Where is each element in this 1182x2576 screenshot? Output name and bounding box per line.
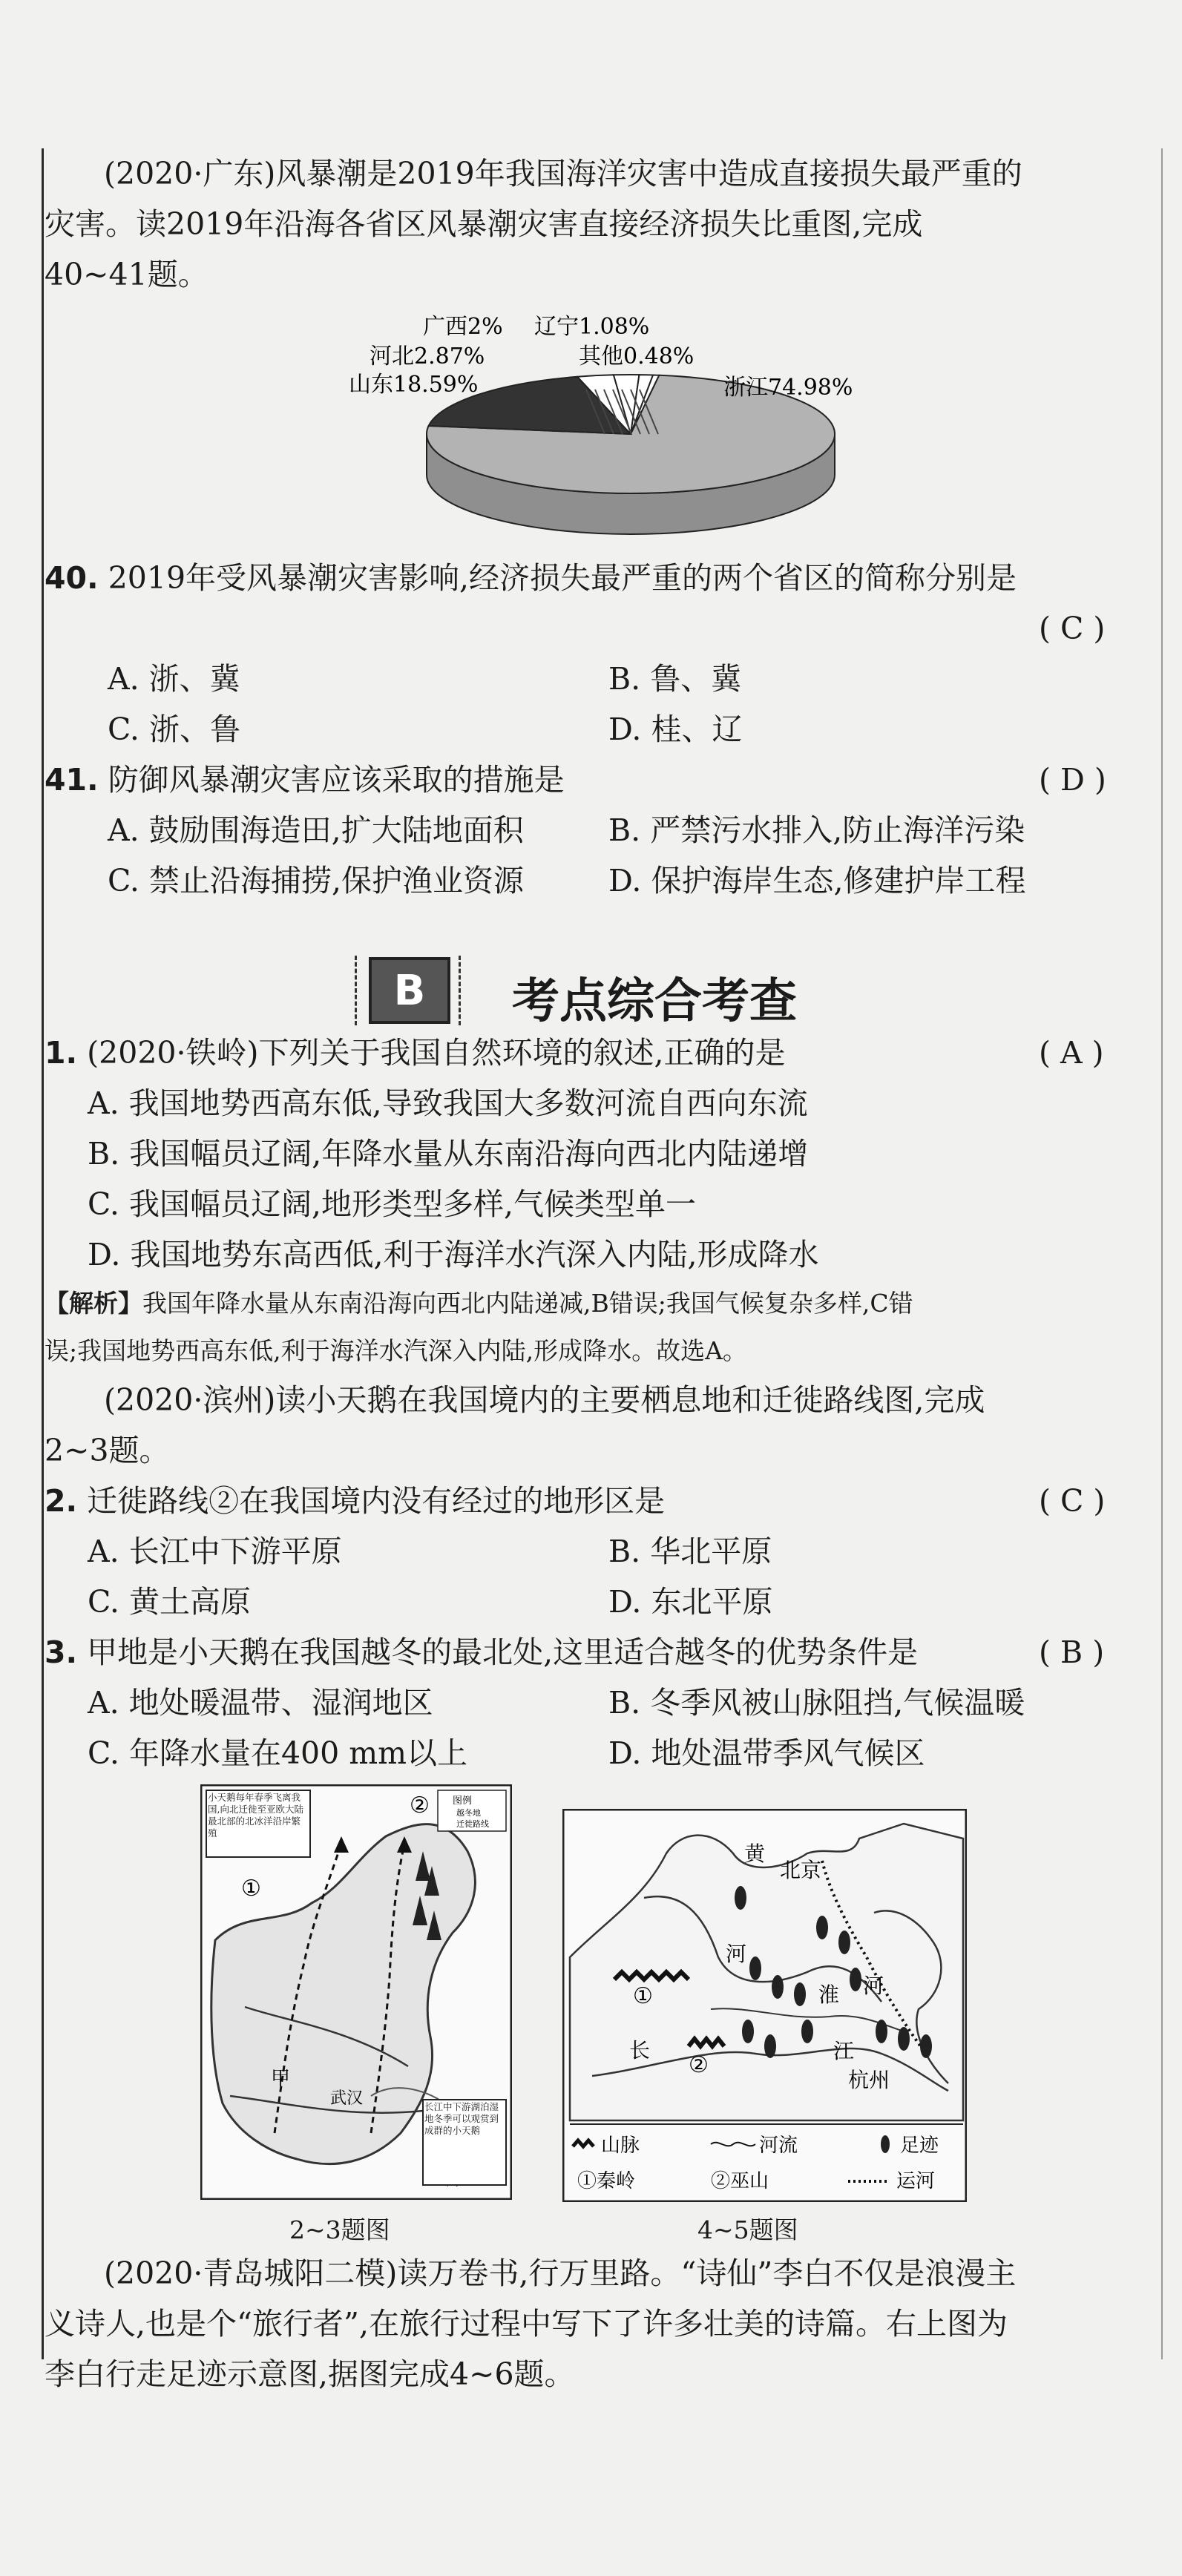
q41-stem-text: 防御风暴潮灾害应该采取的措施是 bbox=[108, 762, 565, 798]
q1-number: 1. bbox=[45, 1035, 78, 1071]
legend-footprint-symbol bbox=[881, 2135, 890, 2153]
map2-legend-canal: 运河 bbox=[896, 2170, 936, 2192]
pie-label-广西: 广西2% bbox=[423, 314, 503, 340]
q41-option-d: D. 保护海岸生态,修建护岸工程 bbox=[608, 863, 1026, 898]
map1-note: 小天鹅每年春季飞离我国,向北迁徙至亚欧大陆最北部的北冰洋沿岸繁殖 bbox=[208, 1792, 303, 1839]
q41-option-a: A. 鼓励围海造田,扩大陆地面积 bbox=[108, 812, 524, 848]
q41-option-c: C. 禁止沿海捕捞,保护渔业资源 bbox=[108, 863, 525, 898]
right-margin-rule bbox=[1161, 148, 1163, 2359]
libai-footsteps-map bbox=[562, 1809, 967, 2202]
map2-legend-footprint: 足迹 bbox=[900, 2135, 939, 2157]
section-badge-letter: B bbox=[393, 966, 426, 1015]
q2-option-b: B. 华北平原 bbox=[608, 1534, 772, 1569]
q3-number: 3. bbox=[45, 1634, 78, 1670]
pie-chart bbox=[349, 304, 883, 549]
map2-label-huang: 黄 bbox=[744, 1841, 766, 1866]
map1-label-route2: ② bbox=[410, 1793, 430, 1818]
q40-option-a: A. 浙、冀 bbox=[108, 661, 240, 697]
map2-label-jiang: 江 bbox=[833, 2039, 855, 2063]
map2-label-he2: 河 bbox=[863, 1974, 884, 1998]
map2-label-huai: 淮 bbox=[818, 1982, 840, 2007]
q1-option-b: B. 我国幅员辽阔,年降水量从东南沿海向西北内陆递增 bbox=[88, 1136, 809, 1172]
map1-legend-title: 图例 bbox=[453, 1795, 473, 1807]
section-badge bbox=[369, 957, 450, 1024]
q41-answer: ( D ) bbox=[1039, 762, 1106, 798]
map2-label-m1: ① bbox=[633, 1983, 653, 2009]
intro3-line2: 义诗人,也是个“旅行者”,在旅行过程中写下了许多壮美的诗篇。右上图为 bbox=[45, 2306, 1008, 2342]
q1-stem-text: (2020·铁岭)下列关于我国自然环境的叙述,正确的是 bbox=[87, 1035, 786, 1071]
intro1-line3: 40~41题。 bbox=[45, 257, 209, 292]
map2-label-hangzhou: 杭州 bbox=[848, 2068, 890, 2092]
pie-label-辽宁: 辽宁1.08% bbox=[534, 314, 650, 340]
q3-stem-text: 甲地是小天鹅在我国越冬的最北处,这里适合越冬的优势条件是 bbox=[87, 1634, 919, 1670]
q41-stem bbox=[45, 755, 565, 805]
q2-option-d: D. 东北平原 bbox=[608, 1584, 773, 1620]
intro2-line1: (2020·滨州)读小天鹅在我国境内的主要栖息地和迁徙路线图,完成 bbox=[104, 1382, 985, 1418]
q41-number: 41. bbox=[45, 762, 99, 798]
q1-answer: ( A ) bbox=[1039, 1035, 1104, 1071]
q3-option-d: D. 地处温带季风气候区 bbox=[608, 1735, 925, 1771]
q40-option-c: C. 浙、鲁 bbox=[108, 712, 240, 747]
intro1-line1: (2020·广东)风暴潮是2019年我国海洋灾害中造成直接损失最严重的 bbox=[104, 156, 1022, 191]
section-dash-right bbox=[459, 956, 468, 1025]
map1-south-note: 长江中下游湖泊湿地冬季可以观赏到成群的小天鹅 bbox=[424, 2101, 499, 2136]
analysis-head: 【解析】 bbox=[45, 1289, 142, 1318]
q2-stem-text: 迁徙路线②在我国境内没有经过的地形区是 bbox=[87, 1483, 666, 1519]
q2-answer: ( C ) bbox=[1039, 1483, 1106, 1519]
q40-stem bbox=[45, 553, 1017, 603]
map2-legend-qinling: ①秦岭 bbox=[577, 2170, 636, 2192]
pie-label-河北: 河北2.87% bbox=[370, 344, 485, 369]
intro3-line1: (2020·青岛城阳二模)读万卷书,行万里路。“诗仙”李白不仅是浪漫主 bbox=[104, 2255, 1017, 2291]
map1-label-wuhan: 武汉 bbox=[330, 2089, 364, 2108]
q3-answer: ( B ) bbox=[1039, 1634, 1105, 1670]
q1-option-d: D. 我国地势东高西低,利于海洋水汽深入内陆,形成降水 bbox=[88, 1237, 819, 1272]
q40-stem-text: 2019年受风暴潮灾害影响,经济损失最严重的两个省区的简称分别是 bbox=[108, 560, 1017, 596]
section-title: 考点综合考查 bbox=[512, 974, 797, 1029]
swan-migration-map bbox=[200, 1784, 512, 2200]
q1-option-a: A. 我国地势西高东低,导致我国大多数河流自西向东流 bbox=[88, 1085, 808, 1121]
q1-option-c: C. 我国幅员辽阔,地形类型多样,气候类型单一 bbox=[88, 1186, 697, 1222]
q2-number: 2. bbox=[45, 1483, 78, 1519]
section-dash-left bbox=[355, 956, 364, 1025]
map1-caption: 2~3题图 bbox=[289, 2215, 390, 2244]
intro3-line3: 李白行走足迹示意图,据图完成4~6题。 bbox=[45, 2356, 575, 2392]
map1-label-route1: ① bbox=[241, 1876, 261, 1902]
q3-stem bbox=[45, 1627, 918, 1678]
map1-legend-item-2: 迁徙路线 bbox=[456, 1819, 489, 1829]
q41-option-b: B. 严禁污水排入,防止海洋污染 bbox=[608, 812, 1025, 848]
map2-label-chang: 长 bbox=[629, 2038, 651, 2063]
pie-label-浙江: 浙江74.98% bbox=[723, 375, 853, 401]
q40-option-b: B. 鲁、冀 bbox=[608, 661, 742, 697]
map1-label-jia: 甲 bbox=[271, 2068, 291, 2090]
map2-label-he1: 河 bbox=[726, 1942, 747, 1966]
q40-number: 40. bbox=[45, 560, 99, 596]
q3-option-c: C. 年降水量在400 mm以上 bbox=[88, 1735, 468, 1771]
q3-option-a: A. 地处暖温带、湿润地区 bbox=[88, 1685, 433, 1721]
intro2-line2: 2~3题。 bbox=[45, 1433, 170, 1468]
pie-label-山东: 山东18.59% bbox=[349, 372, 479, 398]
analysis-line2: 误;我国地势西高东低,利于海洋水汽深入内陆,形成降水。故选A。 bbox=[45, 1336, 747, 1365]
q2-option-c: C. 黄土高原 bbox=[88, 1584, 251, 1620]
q3-option-b: B. 冬季风被山脉阻挡,气候温暖 bbox=[608, 1685, 1025, 1721]
q1-stem bbox=[45, 1028, 786, 1078]
q2-stem bbox=[45, 1476, 665, 1526]
map2-legend-mountain: 山脉 bbox=[601, 2135, 640, 2157]
q40-answer: ( C ) bbox=[1039, 611, 1106, 646]
q40-option-d: D. 桂、辽 bbox=[608, 712, 743, 747]
pie-label-其他: 其他0.48% bbox=[579, 344, 695, 369]
map1-legend-item-1: 越冬地 bbox=[456, 1808, 481, 1818]
analysis-line1-text: 我国年降水量从东南沿海向西北内陆递减,B错误;我国气候复杂多样,C错 bbox=[142, 1289, 913, 1318]
map2-caption: 4~5题图 bbox=[697, 2215, 798, 2244]
map2-label-m2: ② bbox=[689, 2052, 709, 2078]
q2-option-a: A. 长江中下游平原 bbox=[88, 1534, 342, 1569]
left-margin-rule bbox=[42, 148, 44, 2359]
analysis-line1 bbox=[45, 1280, 913, 1327]
map2-legend-river: 河流 bbox=[759, 2135, 798, 2157]
intro1-line2: 灾害。读2019年沿海各省区风暴潮灾害直接经济损失比重图,完成 bbox=[45, 206, 923, 242]
map2-legend-wushan: ②巫山 bbox=[711, 2170, 769, 2192]
map2-label-beijing: 北京 bbox=[780, 1858, 822, 1882]
